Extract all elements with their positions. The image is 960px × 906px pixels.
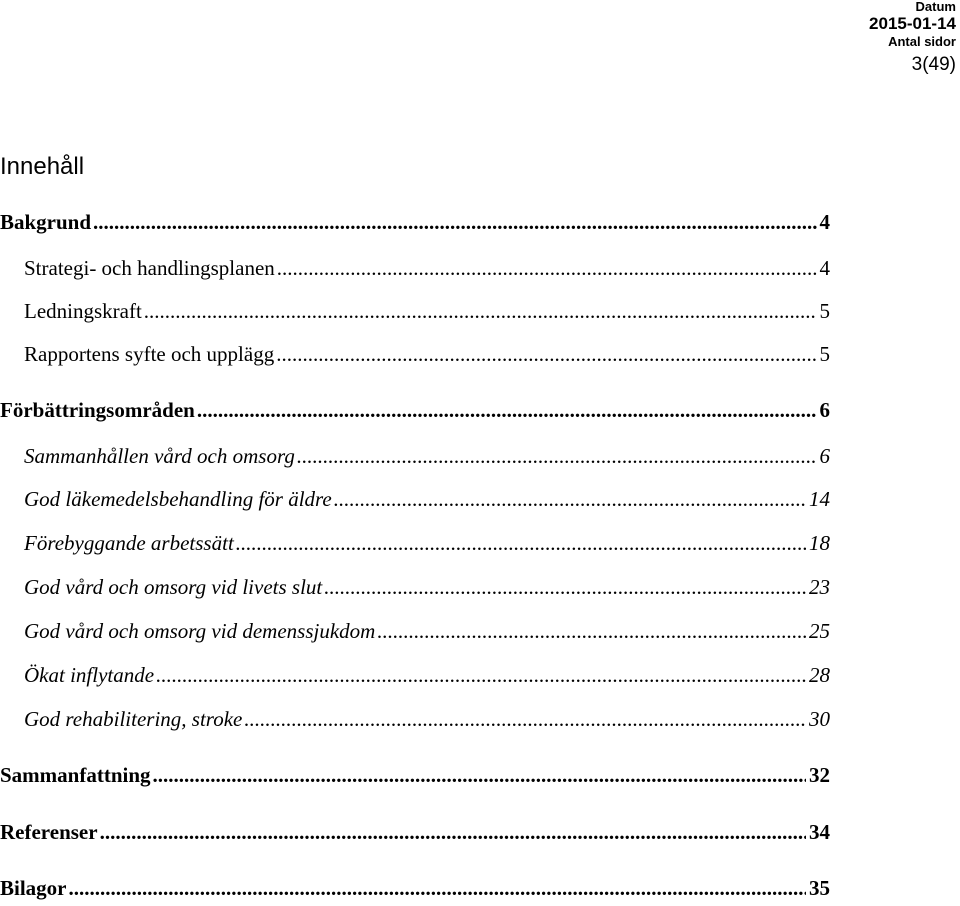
dot-leader — [377, 619, 806, 644]
toc-entry-page: 32 — [809, 763, 830, 787]
toc-entry-page: 6 — [819, 444, 830, 468]
dot-leader — [236, 531, 806, 556]
toc-entry-page: 4 — [819, 210, 830, 234]
toc-entry-label: Sammanfattning — [0, 763, 151, 787]
toc-entry-livets-slut[interactable] — [24, 575, 830, 600]
toc-entry-label: God läkemedelsbehandling för äldre — [24, 487, 332, 511]
toc-entry-label: Bilagor — [0, 876, 67, 900]
toc-entry-label: Sammanhållen vård och omsorg — [24, 444, 295, 468]
toc-entry-page: 18 — [809, 531, 830, 555]
dot-leader — [156, 663, 806, 688]
toc-entry-page: 14 — [809, 487, 830, 511]
toc-entry-page: 25 — [809, 619, 830, 643]
date-label: Datum — [915, 0, 956, 14]
dot-leader — [197, 398, 817, 423]
page-count-label: Antal sidor — [888, 34, 956, 49]
toc-entry-page: 5 — [819, 299, 830, 323]
toc-entry-page: 6 — [819, 398, 830, 422]
dot-leader — [277, 256, 817, 281]
toc-entry-label: Ledningskraft — [24, 299, 142, 323]
toc-entry-label: Bakgrund — [0, 210, 92, 234]
toc-entry-label: God rehabilitering, stroke — [24, 707, 243, 731]
dot-leader — [334, 487, 806, 512]
toc-entry-label: Rapportens syfte och upplägg — [24, 342, 275, 366]
dot-leader — [244, 707, 806, 732]
dot-leader — [324, 575, 806, 600]
toc-entry-label: God vård och omsorg vid demenssjukdom — [24, 619, 376, 643]
dot-leader — [100, 820, 806, 845]
dot-leader — [276, 342, 816, 367]
toc-entry-page: 28 — [809, 663, 830, 687]
toc-entry-page: 4 — [819, 256, 830, 280]
toc-entry-bakgrund[interactable] — [0, 210, 830, 235]
toc-entry-forebyggande[interactable] — [24, 531, 830, 556]
toc-entry-sammanfattning[interactable] — [0, 763, 830, 788]
dot-leader — [93, 210, 816, 235]
dot-leader — [297, 444, 817, 469]
toc-entry-page: 5 — [819, 342, 830, 366]
toc-entry-bilagor[interactable] — [0, 876, 830, 901]
toc-entry-label: God vård och omsorg vid livets slut — [24, 575, 323, 599]
toc-entry-label: Ökat inflytande — [24, 663, 155, 687]
toc-entry-inflytande[interactable] — [24, 663, 830, 688]
toc-entry-label: Referenser — [0, 820, 98, 844]
dot-leader — [69, 876, 807, 901]
dot-leader — [144, 299, 817, 324]
toc-entry-lakemedelsbehandling[interactable] — [24, 487, 830, 512]
date-value: 2015-01-14 — [869, 14, 956, 33]
toc-heading: Innehåll — [0, 153, 85, 180]
toc-entry-page: 35 — [809, 876, 830, 900]
toc-entry-strategi[interactable] — [24, 256, 830, 281]
toc-entry-label: Strategi- och handlingsplanen — [24, 256, 275, 280]
toc-entry-referenser[interactable] — [0, 820, 830, 845]
toc-entry-forbattringsomraden[interactable] — [0, 398, 830, 423]
toc-entry-rapportens-syfte[interactable] — [24, 342, 830, 367]
toc-entry-page: 30 — [809, 707, 830, 731]
page-count-value: 3(49) — [911, 54, 956, 75]
dot-leader — [153, 763, 806, 788]
toc-entry-demenssjukdom[interactable] — [24, 619, 830, 644]
toc-entry-sammanhallen-vard[interactable] — [24, 444, 830, 469]
toc-entry-label: Förbättringsområden — [0, 398, 195, 422]
toc-entry-page: 34 — [809, 820, 830, 844]
toc-entry-rehabilitering[interactable] — [24, 707, 830, 732]
toc-entry-page: 23 — [809, 575, 830, 599]
toc-entry-ledningskraft[interactable] — [24, 299, 830, 324]
toc-entry-label: Förebyggande arbetssätt — [24, 531, 234, 555]
